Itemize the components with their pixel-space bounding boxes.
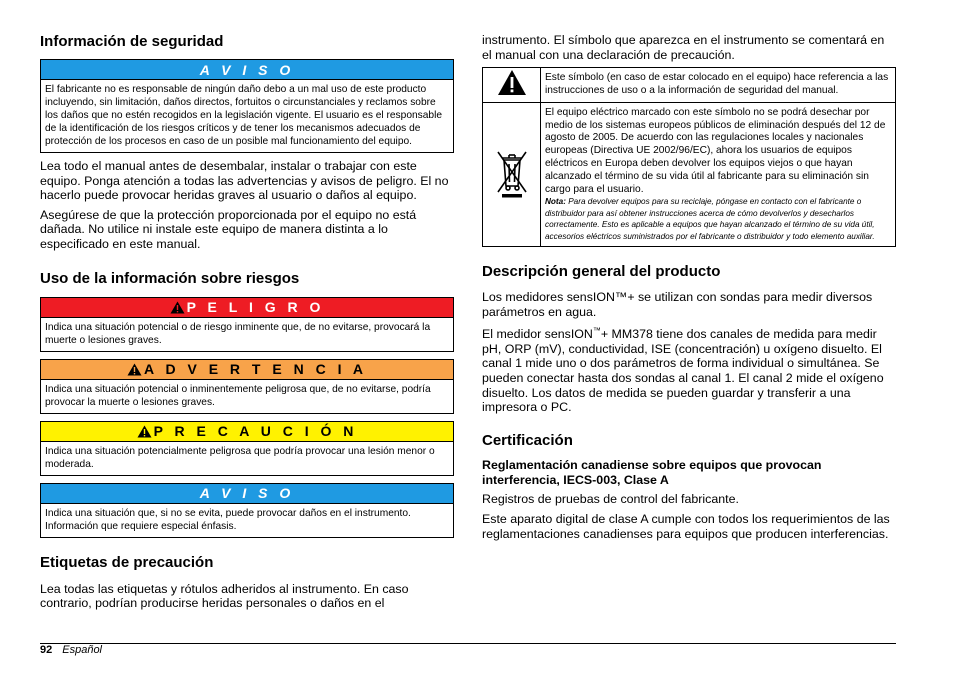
notice-box-2: [40, 483, 454, 538]
notice-header: A V I S O: [41, 60, 453, 80]
left-column: [40, 0, 454, 611]
danger-label: P E L I G R O: [186, 299, 325, 316]
paragraph-cert-1: Registros de pruebas de control del fabricante.: [482, 492, 739, 507]
paragraph-read-manual: Lea todo el manual antes de desembalar, instalar o trabajar con este equipo. Ponga atención a todas las advertencias y avisos de peligro. El no hacerlo puede provocar heridas graves al usuario o daños al equipo.: [40, 159, 449, 203]
paragraph-desc-2: [482, 324, 896, 415]
trademark-symbol: ™: [614, 289, 628, 304]
weee-crossed-bin-icon: [494, 146, 530, 198]
symbol-description: Este símbolo (en caso de estar colocado en el equipo) hace referencia a las instrucciones de uso o a la información de seguridad del manual.: [541, 68, 896, 103]
desc2-start: El medidor sensION: [482, 327, 593, 342]
warning-header: [41, 360, 453, 380]
trademark-symbol: ™: [592, 326, 601, 336]
desc1-start: Los medidores sensION: [482, 289, 615, 304]
symbol-table: [482, 67, 896, 247]
right-column: [482, 0, 896, 541]
heading-safety-info: Información de seguridad: [40, 33, 224, 50]
paragraph-protection: Asegúrese de que la protección proporcionada por el equipo no está dañada. No utilice ni instale este equipo de manera distinta a lo especificado en este manual.: [40, 207, 417, 251]
symbol-description: [541, 102, 896, 246]
note-label: Nota:: [545, 197, 566, 207]
symbol-row: [483, 102, 896, 246]
caution-label: P R E C A U C I Ó N: [153, 423, 358, 440]
warning-triangle-icon: [170, 301, 185, 314]
warning-label: A D V E R T E N C I A: [144, 361, 367, 378]
heading-risk-info: Uso de la información sobre riesgos: [40, 269, 300, 287]
warning-text: Indica una situación potencial o inminentemente peligrosa que, de no evitarse, podría provocar la muerte o lesiones graves.: [45, 383, 431, 408]
symbol-row: [483, 68, 896, 103]
warning-triangle-icon: [127, 363, 142, 376]
symbol-cell: [483, 102, 541, 246]
cert-subheading: Reglamentación canadiense sobre equipos que provocan interferencia, IECS-003, Clase A: [482, 457, 822, 487]
heading-product-overview: Descripción general del producto: [482, 262, 721, 280]
danger-header: [41, 298, 453, 318]
warning-triangle-icon: [497, 69, 527, 96]
danger-box: [40, 297, 454, 352]
notice-text-2: Indica una situación que, si no se evita, puede provocar daños en el instrumento. Información que requiere especial énfasis.: [45, 507, 411, 532]
desc1-end: + se utilizan con sondas para medir diversos parámetros en agua.: [482, 289, 873, 319]
footer-divider: [40, 643, 896, 644]
page-number: 92: [40, 644, 53, 656]
notice-header-2: A V I S O: [41, 484, 453, 504]
paragraph-cert-2: Este aparato digital de clase A cumple con todos los requerimientos de las reglamentaciones canadienses para equipos que producen interferencias.: [482, 512, 890, 541]
caution-text: Indica una situación potencialmente peligrosa que podría provocar una lesión menor o moderada.: [45, 445, 435, 470]
note-text: Para devolver equipos para su reciclaje, póngase en contacto con el fabricante o distribuidor para así obtener instrucciones acerca de cómo devolverlos y desecharlos correctamente. Esto es aplicable a equipos que hayan alcanzado el término de su vida útil, accesorios eléctricos suministrados por el fabricante o distribuidor y todo elemento auxiliar.: [545, 197, 875, 241]
warning-triangle-icon: [137, 425, 152, 438]
danger-text: Indica una situación potencial o de riesgo inminente que, de no evitarse, provocará la muerte o lesiones graves.: [45, 321, 431, 346]
heading-certification: Certificación: [482, 431, 573, 449]
symbol-cell: [483, 68, 541, 103]
page-footer: [40, 644, 102, 657]
caution-box: [40, 421, 454, 476]
notice-box: [40, 59, 454, 153]
paragraph-continued: instrumento. El símbolo que aparezca en el instrumento se comentará en el manual con una declaración de precaución.: [482, 33, 885, 62]
desc2-end: + MM378 tiene dos canales de medida para medir pH, ORP (mV), conductividad, ISE (concentración) u oxígeno disuelto. El canal 1 mide uno o dos parámetros de forma individual o simultánea. Se pueden conectar hasta dos sondas al canal 1. El canal 2 mide el oxígeno disuelto. Los datos de medida se pueden guardar y transferir a una impresora o PC.: [482, 327, 884, 415]
weee-text: El equipo eléctrico marcado con este símbolo no se podrá desechar por medio de los sistemas europeos públicos de eliminación después del 12 de agosto de 2005. De acuerdo con las regulaciones locales y nacionales europeas (Directiva UE 2002/96/EC), ahora los usuarios de equipos eléctricos en Europa deben devolver los equipos viejos o que hayan alcanzado el término de su vida útil al fabricante para su eliminación sin cargo para el usuario.: [545, 106, 886, 195]
paragraph-labels: Lea todas las etiquetas y rótulos adheridos al instrumento. En caso contrario, podrían producirse heridas personales o daños en el: [40, 581, 409, 611]
warning-box: [40, 359, 454, 414]
caution-header: [41, 422, 453, 442]
heading-precaution-labels: Etiquetas de precaución: [40, 553, 214, 571]
weee-note: [545, 196, 891, 242]
footer-language: Español: [62, 644, 103, 656]
paragraph-desc-1: [482, 290, 896, 319]
notice-text: El fabricante no es responsable de ningún daño debo a un mal uso de este producto incluyendo, sin limitación, daños directos, fortuitos o circunstanciales y reclamos sobre los daños que no estén recogidos en la legislación vigente. El usuario es el responsable de la identificación de los riesgos críticos y de tener los mecanismos adecuados de protección de los procesos en caso de un posible mal funcionamiento del equipo.: [45, 84, 443, 147]
